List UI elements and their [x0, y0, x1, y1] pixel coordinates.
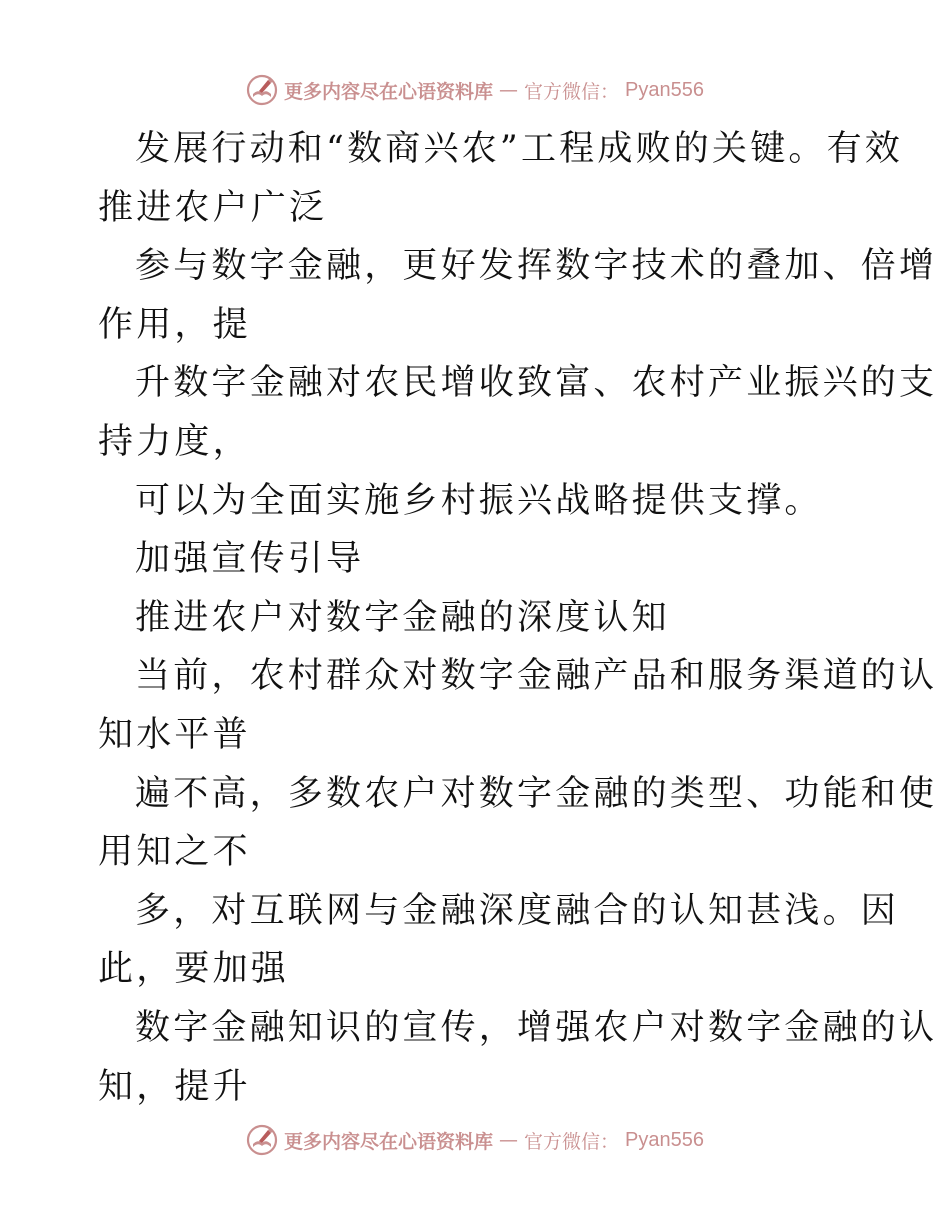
- text-line: 此，要加强: [98, 949, 290, 990]
- text-line: 用知之不: [98, 832, 251, 873]
- text-line: 多，对互联网与金融深度融合的认知甚浅。因: [135, 890, 900, 931]
- footer-watermark: [0, 1120, 950, 1160]
- watermark-wechat-label: 官方微信：: [524, 80, 620, 103]
- watermark-wechat-id: Pyan556: [625, 78, 704, 101]
- section-subheading: 推进农户对数字金融的深度认知: [135, 597, 670, 638]
- text-line: 持力度，: [98, 421, 251, 462]
- watermark-dash: —: [499, 79, 519, 101]
- text-line: 发展行动和“数商兴农”工程成败的关键。有效: [135, 129, 903, 169]
- watermark-site-name: 更多内容尽在心语资料库: [284, 1130, 494, 1153]
- watermark-site-name: 更多内容尽在心语资料库: [284, 80, 494, 103]
- document-body: [98, 120, 938, 1116]
- text-line: 参与数字金融，更好发挥数字技术的叠加、倍增: [135, 246, 938, 287]
- watermark-wechat-id: Pyan556: [625, 1128, 704, 1151]
- text-line: 可以为全面实施乡村振兴战略提供支撑。: [135, 480, 823, 521]
- text-line: 遍不高，多数农户对数字金融的类型、功能和使: [135, 773, 938, 814]
- book-pen-logo-icon: [246, 74, 278, 106]
- text-line: 知，提升: [98, 1066, 251, 1107]
- book-pen-logo-icon: [246, 1124, 278, 1156]
- text-line: 数字金融知识的宣传，增强农户对数字金融的认: [135, 1007, 938, 1048]
- text-line: 知水平普: [98, 714, 251, 755]
- text-line: 作用，提: [98, 304, 251, 345]
- watermark-dash: —: [499, 1129, 519, 1151]
- text-line: 当前，农村群众对数字金融产品和服务渠道的认: [135, 656, 938, 697]
- watermark-wechat-label: 官方微信：: [524, 1130, 620, 1153]
- section-heading: 加强宣传引导: [135, 539, 365, 580]
- header-watermark: [0, 70, 950, 110]
- text-line: 推进农户广泛: [98, 187, 328, 228]
- text-line: 升数字金融对农民增收致富、农村产业振兴的支: [135, 363, 938, 404]
